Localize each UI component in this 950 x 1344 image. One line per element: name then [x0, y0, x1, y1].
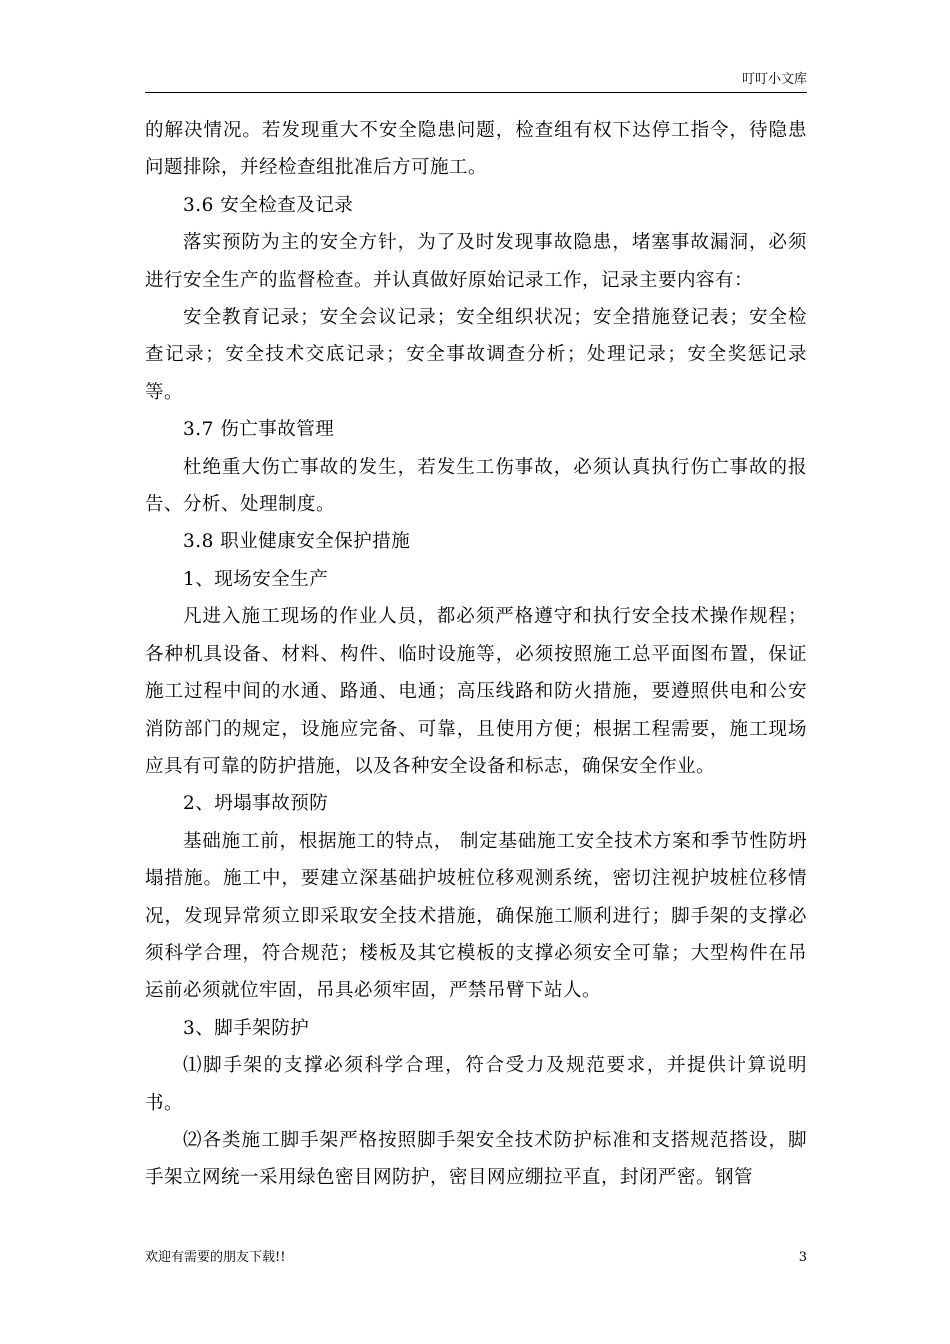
section-heading: 3.7 伤亡事故管理: [183, 419, 335, 441]
header-site-name: 叮叮小文库: [741, 72, 807, 87]
page-number: 3: [798, 1250, 807, 1265]
paragraph: 安全教育记录；安全会议记录；安全组织状况；安全措施登记表；安全检查记录；安全技术交底记录；安全事故调查分析；处理记录；安全奖惩记录等。: [145, 307, 807, 403]
paragraph: 落实预防为主的安全方针，为了及时发现事故隐患，堵塞事故漏洞，必须进行安全生产的监督检查。并认真做好原始记录工作，记录主要内容有：: [145, 232, 807, 291]
paragraph: 杜绝重大伤亡事故的发生，若发生工伤事故，必须认真执行伤亡事故的报告、分析、处理制度。: [145, 456, 807, 516]
paragraph: 凡进入施工现场的作业人员，都必须严格遵守和执行安全技术操作规程；各种机具设备、材料、构件、临时设施等，必须按照施工总平面图布置，保证施工过程中间的水通、路通、电通；高压线路和防火措施，要遵照供电和公安消防部门的规定，设施应完备、可靠，且使用方便；根据工程需要，施工现场应具有可靠的防护措施，以及各种安全设备和标志，确保安全作业。: [145, 606, 807, 777]
paragraph: 的解决情况。若发现重大不安全隐患问题，检查组有权下达停工指令，待隐患问题排除，并经检查组批准后方可施工。: [145, 120, 807, 179]
footer-download-note: 欢迎有需要的朋友下载!!: [145, 1250, 286, 1265]
section-heading: 3.6 安全检查及记录: [183, 194, 354, 216]
subsection-heading: 2、坍塌事故预防: [183, 793, 329, 815]
list-item: ⑴脚手架的支撑必须科学合理，符合受力及规范要求，并提供计算说明书。: [145, 1055, 807, 1114]
section-heading: 3.8 职业健康安全保护措施: [183, 531, 411, 553]
subsection-heading: 1、现场安全生产: [183, 568, 329, 590]
paragraph: 基础施工前，根据施工的特点， 制定基础施工安全技术方案和季节性防坍塌措施。施工中，要建立深基础护坡桩位移观测系统，密切注视护坡桩位移情况，发现异常须立即采取安全技术措施，确保施工顺利进行；脚手架的支撑必须科学合理，符合规范；楼板及其它模板的支撑必须安全可靠；大型构件在吊运前必须就位牢固，吊具必须牢固，严禁吊臂下站人。: [145, 830, 807, 1002]
document-body: [145, 112, 807, 1197]
list-item: ⑵各类施工脚手架严格按照脚手架安全技术防护标准和支搭规范搭设，脚手架立网统一采用绿色密目网防护，密目网应绷拉平直，封闭严密。钢管: [145, 1129, 807, 1189]
page-header: [145, 66, 807, 93]
subsection-heading: 3、脚手架防护: [183, 1017, 310, 1039]
